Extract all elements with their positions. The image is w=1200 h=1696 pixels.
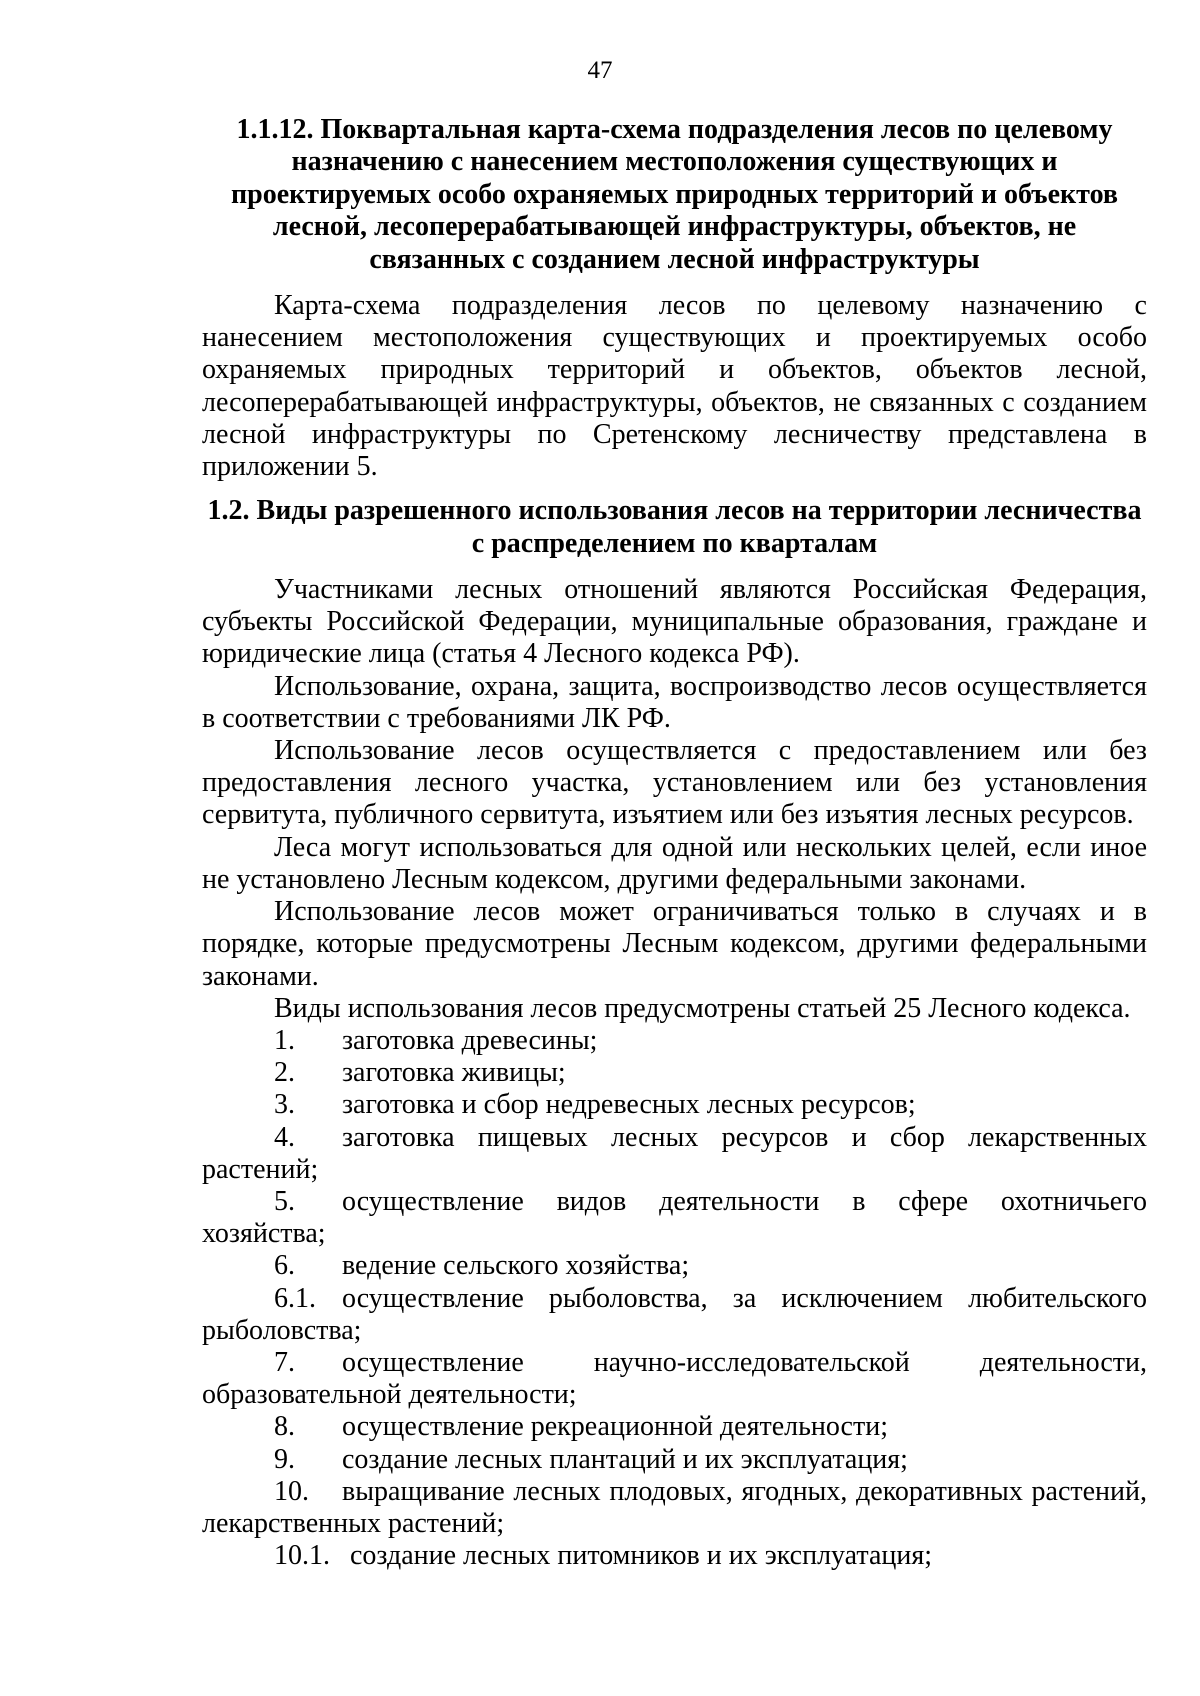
paragraph: Виды использования лесов предусмотрены статьей 25 Лесного кодекса. <box>274 992 1131 1024</box>
list-item-text: осуществление видов деятельности в сфере охотничьего хозяйства; <box>202 1185 1147 1250</box>
paragraph: Использование, охрана, защита, воспроизводство лесов осуществляется в соответствии с требованиями ЛК РФ. <box>202 670 1147 734</box>
list-item-text: создание лесных плантаций и их эксплуатация; <box>342 1443 908 1475</box>
list-item-number: 7. <box>274 1346 295 1378</box>
list-item-number: 4. <box>274 1121 295 1153</box>
list-item-text: осуществление рыболовства, за исключением любительского рыболовства; <box>202 1282 1147 1346</box>
list-item <box>202 1122 1147 1186</box>
list-item-text: заготовка и сбор недревесных лесных ресурсов; <box>342 1089 916 1121</box>
list-item-number: 2. <box>274 1057 295 1089</box>
list-item-text: выращивание лесных плодовых, ягодных, декоративных растений, лекарственных растений; <box>202 1475 1147 1539</box>
list-item-text: осуществление рекреационной деятельности; <box>342 1411 888 1443</box>
paragraph: Участниками лесных отношений являются Российская Федерация, субъекты Российской Федерации, муниципальные образования, граждане и юридические лица (статья 4 Лесного кодекса РФ). <box>202 574 1147 670</box>
list-item <box>202 1347 1147 1411</box>
section-1-1-12-paragraph: Карта-схема подразделения лесов по целевому назначению с нанесением местоположения существующих и проектируемых особо охраняемых природных территорий и объектов, объектов лесной, лесоперерабатывающей инфраструктуры, объектов, не связанных с созданием лесной инфраструктуры по Сретенскому лесничеству представлена в приложении 5. <box>202 290 1147 483</box>
list-item <box>202 1089 1147 1121</box>
list-item-number: 8. <box>274 1411 295 1443</box>
list-item <box>202 1057 1147 1089</box>
list-item-number: 5. <box>274 1185 295 1217</box>
list-item-number: 3. <box>274 1089 295 1121</box>
list-item-number: 1. <box>274 1024 295 1056</box>
list-item-number: 6. <box>274 1250 295 1282</box>
list-item-number: 9. <box>274 1443 295 1475</box>
section-heading-1-2: 1.2. Виды разрешенного использования лесов на территории лесничества с распределением по кварталам <box>207 495 1142 559</box>
list-item <box>202 1411 1147 1443</box>
list-item <box>202 1444 1147 1476</box>
list-item <box>202 1540 1147 1572</box>
list-item <box>202 1186 1147 1250</box>
list-item-number: 6.1. <box>274 1282 316 1314</box>
section-heading-1-1-12: 1.1.12. Поквартальная карта-схема подразделения лесов по целевому назначению с нанесением местоположения существующих и проектируемых особо охраняемых природных территорий и объектов лесной, лесоперерабатывающей инфраструктуры, объектов, не связанных с созданием лесной инфраструктуры <box>230 114 1118 275</box>
paragraph: Использование лесов может ограничиваться только в случаях и в порядке, которые предусмотрены Лесным кодексом, другими федеральными законами. <box>202 896 1147 992</box>
list-item-text: заготовка древесины; <box>342 1024 598 1056</box>
list-item-text: заготовка пищевых лесных ресурсов и сбор лекарственных растений; <box>202 1121 1147 1185</box>
list-item-text: ведение сельского хозяйства; <box>342 1250 690 1282</box>
list-item-number: 10. <box>274 1475 309 1507</box>
list-item <box>202 1283 1147 1347</box>
page-content <box>202 114 1147 1572</box>
list-item <box>202 1250 1147 1282</box>
list-item-text: осуществление научно-исследовательской деятельности, образовательной деятельности; <box>202 1346 1147 1411</box>
list-item <box>202 1476 1147 1540</box>
list-item <box>202 1025 1147 1057</box>
list-item-text: заготовка живицы; <box>342 1057 566 1089</box>
paragraph: Использование лесов осуществляется с предоставлением или без предоставления лесного участка, установлением или без установления сервитута, публичного сервитута, изъятием или без изъятия лесных ресурсов. <box>202 735 1147 831</box>
list-item-number: 10.1. <box>274 1540 330 1572</box>
usage-types-list <box>202 1025 1147 1572</box>
paragraph: Леса могут использоваться для одной или нескольких целей, если иное не установлено Лесным кодексом, другими федеральными законами. <box>202 831 1147 895</box>
list-item-text: создание лесных питомников и их эксплуатация; <box>350 1540 933 1572</box>
page-number: 47 <box>587 57 613 84</box>
